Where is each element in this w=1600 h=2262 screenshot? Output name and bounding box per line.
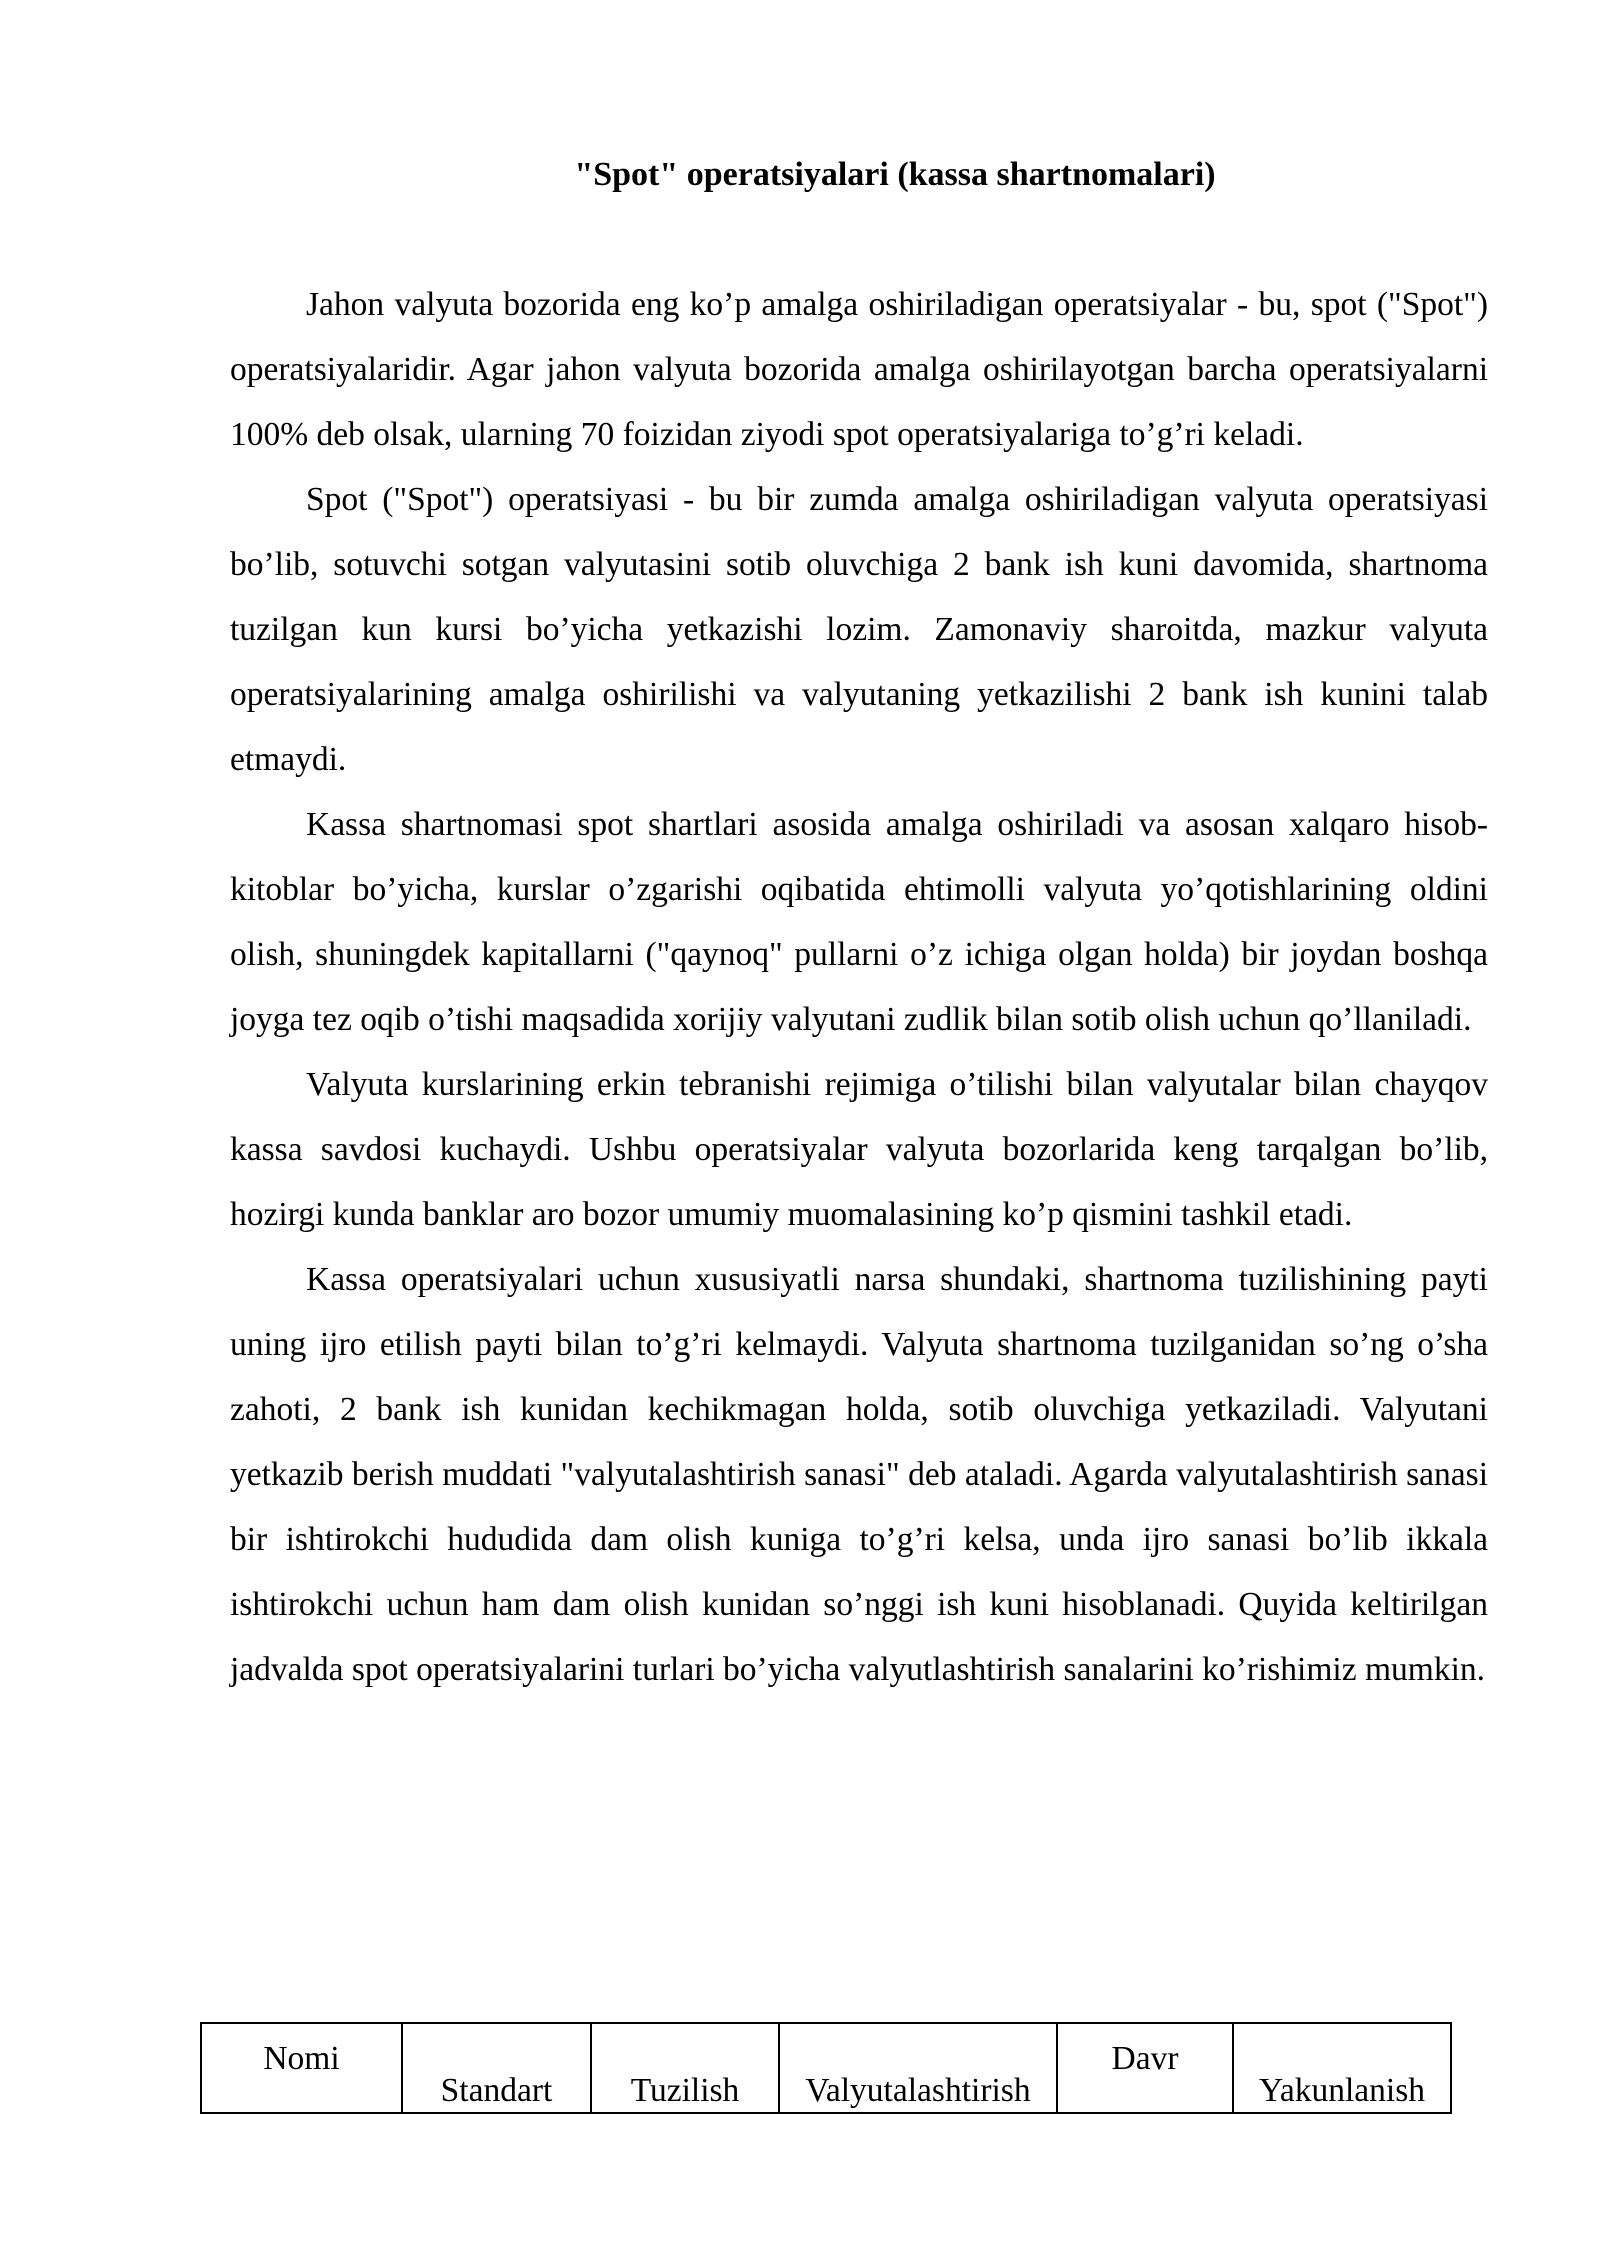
value-date-table (200, 2022, 1452, 2114)
table-header-value-date: Valyutalashtirish (779, 2023, 1057, 2113)
document-title: "Spot" operatsiyalari (kassa shartnomalari) (574, 156, 1216, 193)
table-header-period: Davr (1057, 2023, 1233, 2113)
table-header-conclusion: Tuzilish (591, 2023, 779, 2113)
table-header-name: Nomi (201, 2023, 402, 2113)
paragraph-cash-contract: Kassa shartnomasi spot shartlari asosida amalga oshiriladi va asosan xalqaro hisob-kitoblar bo’yicha, kurslar o’zgarishi oqibatida ehtimolli valyuta yo’qotishlarining oldini olish, shuningdek kapitallarni ("qaynoq" pullarni o’z ichiga olgan holda) bir joydan boshqa joyga tez oqib o’tishi maqsadida xorijiy valyutani zudlik bilan sotib olish uchun qo’llaniladi. (230, 806, 1488, 1038)
paragraph-spot-definition: Spot ("Spot") operatsiyasi - bu bir zumda amalga oshiriladigan valyuta operatsiyasi bo’lib, sotuvchi sotgan valyutasini sotib oluvchiga 2 bank ish kuni davomida, shartnoma tuzilgan kun kursi bo’yicha yetkazishi lozim. Zamonaviy sharoitda, mazkur valyuta operatsiyalarining amalga oshirilishi va valyutaning yetkazilishi 2 bank ish kunini talab etmaydi. (230, 481, 1488, 778)
document-body (230, 272, 1488, 1702)
table-header-row (201, 2023, 1451, 2113)
table-header-standard: Standart (402, 2023, 591, 2113)
table-header-completion: Yakunlanish (1233, 2023, 1451, 2113)
paragraph-spot-intro: Jahon valyuta bozorida eng ko’p amalga oshiriladigan operatsiyalar - bu, spot ("Spot") operatsiyalaridir. Agar jahon valyuta bozorida amalga oshirilayotgan barcha operatsiyalarni 100% deb olsak, ularning 70 foizidan ziyodi spot operatsiyalariga to’g’ri keladi. (230, 286, 1488, 453)
paragraph-value-date: Kassa operatsiyalari uchun xususiyatli narsa shundaki, shartnoma tuzilishining payti uning ijro etilish payti bilan to’g’ri kelmaydi. Valyuta shartnoma tuzilganidan so’ng o’sha zahoti, 2 bank ish kunidan kechikmagan holda, sotib oluvchiga yetkaziladi. Valyutani yetkazib berish muddati "valyutalashtirish sanasi" deb ataladi. Agarda valyutalashtirish sanasi bir ishtirokchi hududida dam olish kuniga to’g’ri kelsa, unda ijro sanasi bo’lib ikkala ishtirokchi uchun ham dam olish kunidan so’nggi ish kuni hisoblanadi. Quyida keltirilgan jadvalda spot operatsiyalarini turlari bo’yicha valyutlashtirish sanalarini ko’rishimiz mumkin. (230, 1261, 1488, 1688)
paragraph-floating-rates: Valyuta kurslarining erkin tebranishi rejimiga o’tilishi bilan valyutalar bilan chayqov kassa savdosi kuchaydi. Ushbu operatsiyalar valyuta bozorlarida keng tarqalgan bo’lib, hozirgi kunda banklar aro bozor umumiy muomalasining ko’p qismini tashkil etadi. (230, 1066, 1488, 1233)
